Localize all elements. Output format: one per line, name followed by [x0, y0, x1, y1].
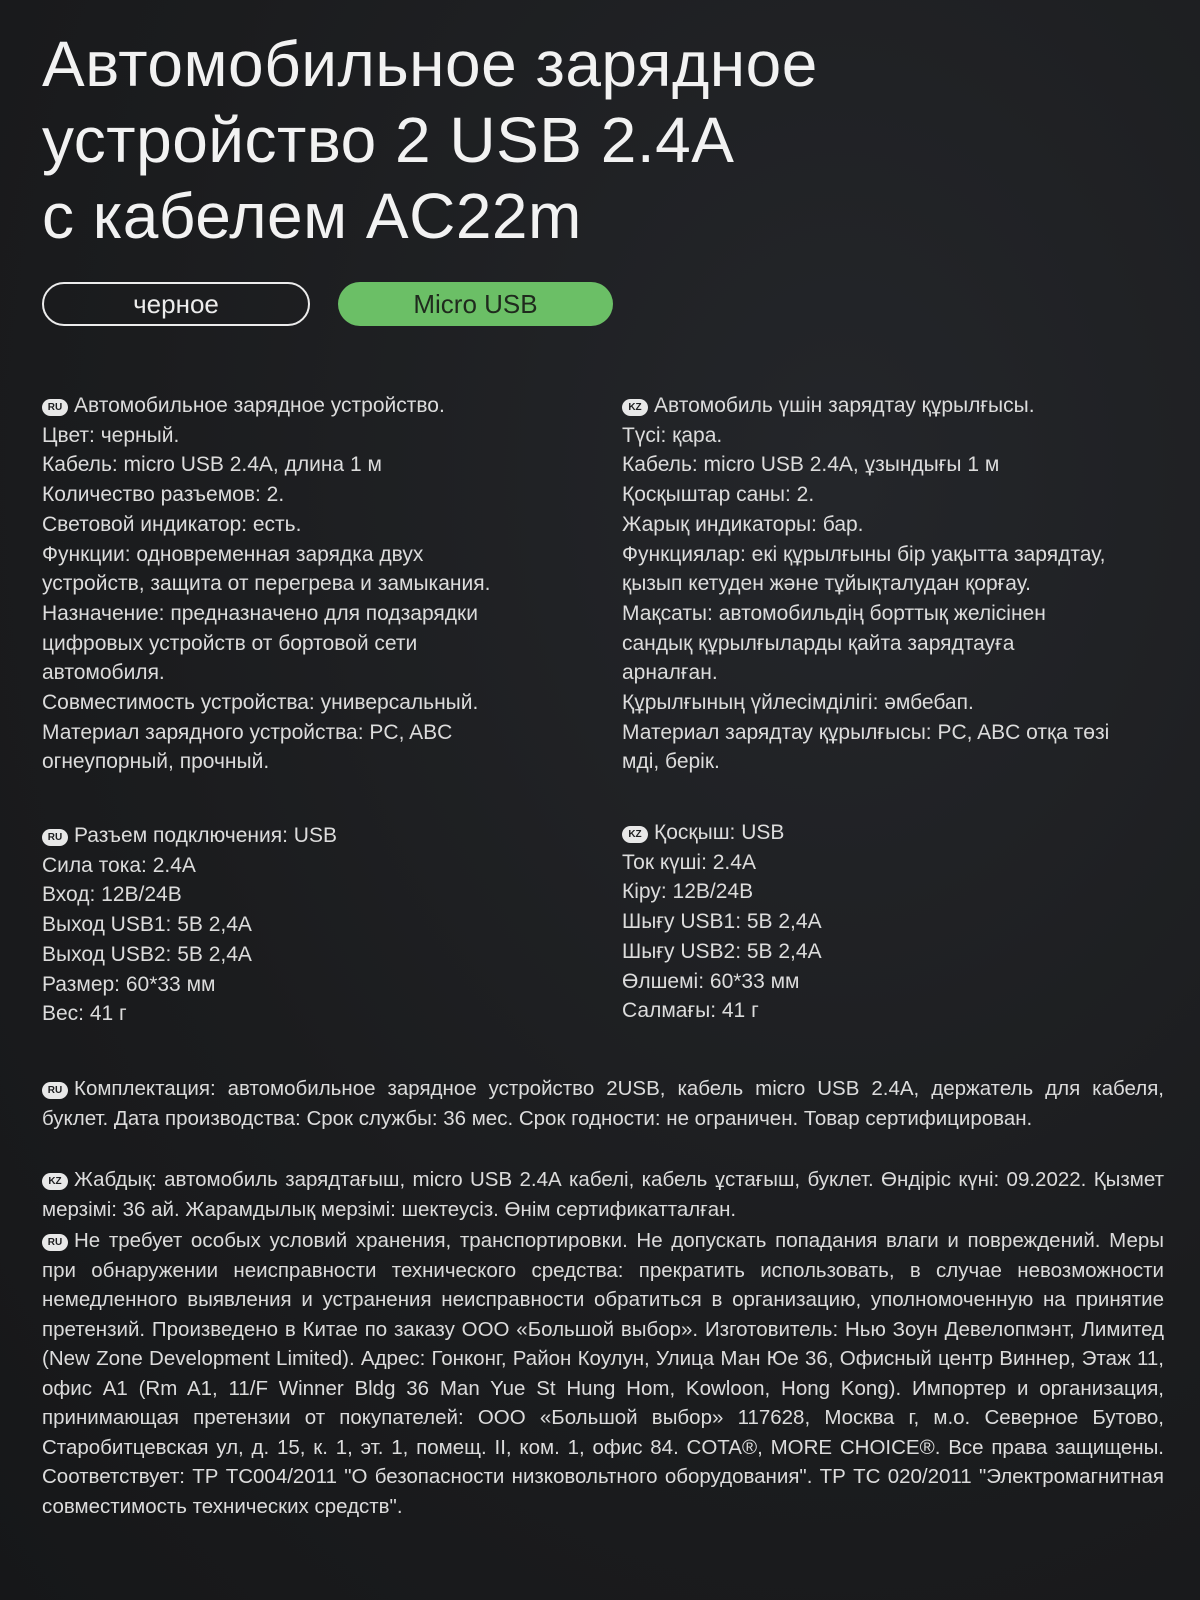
ru-line: Цвет: черный. [42, 423, 180, 447]
color-tag: черное [42, 282, 310, 326]
title-line-1: Автомобильное зарядное [42, 28, 818, 100]
ru-spec-line: Выход USB1: 5В 2,4А [42, 913, 252, 937]
ru-line: RU Автомобильное зарядное устройство. [42, 391, 602, 421]
connector-tag: Micro USB [338, 282, 613, 326]
kz-line: Мақсаты: автомобильдің борттық желісінен [622, 601, 1046, 625]
ru-kit-paragraph [42, 1074, 1164, 1133]
kz-kit-paragraph [42, 1165, 1164, 1224]
kz-line: Функциялар: екі құрылғыны бір уақытта зарядтау, [622, 542, 1106, 566]
ru-badge: RU [42, 1082, 68, 1099]
ru-line: Световой индикатор: есть. [42, 512, 302, 536]
kz-line: арналған. [622, 661, 718, 685]
ru-spec-line: Размер: 60*33 мм [42, 972, 216, 996]
ru-line: Функции: одновременная зарядка двух [42, 542, 424, 566]
ru-kit-text: Комплектация: автомобильное зарядное устройство 2USB, кабель micro USB 2.4А, держатель для кабеля, буклет. Дата производства: Срок службы: 36 мес. Срок годности: не ограничен. Товар сертифицирован. [42, 1077, 1164, 1130]
kz-badge: KZ [622, 826, 648, 843]
ru-spec-line: Сила тока: 2.4А [42, 853, 196, 877]
title-line-2: устройство 2 USB 2.4A [42, 104, 735, 176]
ru-line: огнеупорный, прочный. [42, 750, 270, 774]
ru-line: Назначение: предназначено для подзарядки [42, 601, 478, 625]
kz-badge: KZ [622, 399, 648, 416]
kz-spec-line: Өлшемі: 60*33 мм [622, 969, 800, 993]
ru-badge: RU [42, 829, 68, 846]
ru-line: Материал зарядного устройства: PC, ABC [42, 720, 453, 744]
kz-line: мді, берік. [622, 750, 720, 774]
kz-line: Құрылғының үйлесімділігі: әмбебап. [622, 691, 974, 715]
ru-line: Кабель: micro USB 2.4А, длина 1 м [42, 453, 382, 477]
kz-line: Түсі: қара. [622, 423, 723, 447]
kz-badge: KZ [42, 1173, 68, 1190]
kz-line: Қосқыштар саны: 2. [622, 483, 815, 507]
kz-line: қызып кетуден және тұйықталудан қорғау. [622, 572, 1031, 596]
title-line-3: с кабелем AC22m [42, 180, 582, 252]
ru-line: Совместимость устройства: универсальный. [42, 691, 479, 715]
ru-line: устройств, защита от перегрева и замыкания. [42, 572, 491, 596]
kz-spec-line: Кіру: 12В/24В [622, 880, 754, 904]
kz-spec-line: Шығу USB1: 5В 2,4А [622, 910, 822, 934]
product-title [42, 26, 818, 254]
kz-line: Жарық индикаторы: бар. [622, 512, 864, 536]
kz-spec-line: Шығу USB2: 5В 2,4А [622, 939, 822, 963]
kz-line: Материал зарядтау құрылғысы: PC, ABC отқа төзі [622, 720, 1110, 744]
kz-spec-line: Ток күші: 2.4А [622, 850, 756, 874]
ru-badge: RU [42, 399, 68, 416]
ru-line: Количество разъемов: 2. [42, 483, 285, 507]
ru-spec-line: RU Разъем подключения: USB [42, 821, 602, 851]
ru-badge: RU [42, 1234, 68, 1251]
ru-legal-text: Не требует особых условий хранения, транспортировки. Не допускать попадания влаги и повреждений. Меры при обнаружении неисправности технического средства: прекратить использовать, в случае невозможности немедленного выявления и устранения неисправности обратиться в организацию, уполномоченную на принятие претензий. Произведено в Китае по заказу ООО «Большой выбор». Изготовитель: Нью Зоун Девелопмэнт, Лимитед (New Zone Development Limited). Адрес: Гонконг, Район Коулун, Улица Ман Юе 36, Офисный центр Виннер, Этаж 11, офис A1 (Rm A1, 11/F Winner Bldg 36 Man Yue St Hung Hom, Kowloon, Hong Kong). Импортер и организация, принимающая претензии от покупателей: ООО «Большой выбор» 117628, Москва г, м.о. Северное Бутово, Старобитцевская ул, д. 15, к. 1, эт. 1, помещ. II, ком. 1, офис 84. COTA®, MORE CHOICE®. Все права защищены. Соответствует: ТР ТС004/2011 "О безопасности низковольтного оборудования". ТР ТС 020/2011 "Электромагнитная совместимость технических средств". [42, 1229, 1164, 1518]
ru-spec-line: Вес: 41 г [42, 1002, 127, 1026]
kz-description-block [622, 391, 1172, 777]
kz-spec-line: KZ Қосқыш: USB [622, 818, 1172, 848]
ru-spec-line: Выход USB2: 5В 2,4А [42, 942, 252, 966]
ru-legal-paragraph [42, 1226, 1164, 1521]
kz-line: KZ Автомобиль үшін зарядтау құрылғысы. [622, 391, 1172, 421]
ru-line: автомобиля. [42, 661, 165, 685]
ru-spec-line: Вход: 12В/24В [42, 883, 182, 907]
kz-kit-text: Жабдық: автомобиль зарядтағыш, micro USB 2.4А кабелі, кабель ұстағыш, буклет. Өндіріс күні: 09.2022. Қызмет мерзімі: 36 ай. Жарамдылық мерзімі: шектеусіз. Өнім сертификатталған. [42, 1168, 1164, 1221]
kz-spec-line: Салмағы: 41 г [622, 999, 759, 1023]
ru-line: цифровых устройств от бортовой сети [42, 631, 418, 655]
ru-specs-block [42, 821, 602, 1029]
ru-description-block [42, 391, 602, 777]
kz-line: Кабель: micro USB 2.4А, ұзындығы 1 м [622, 453, 1000, 477]
kz-line: сандық құрылғыларды қайта зарядтауға [622, 631, 1015, 655]
kz-specs-block [622, 818, 1172, 1026]
